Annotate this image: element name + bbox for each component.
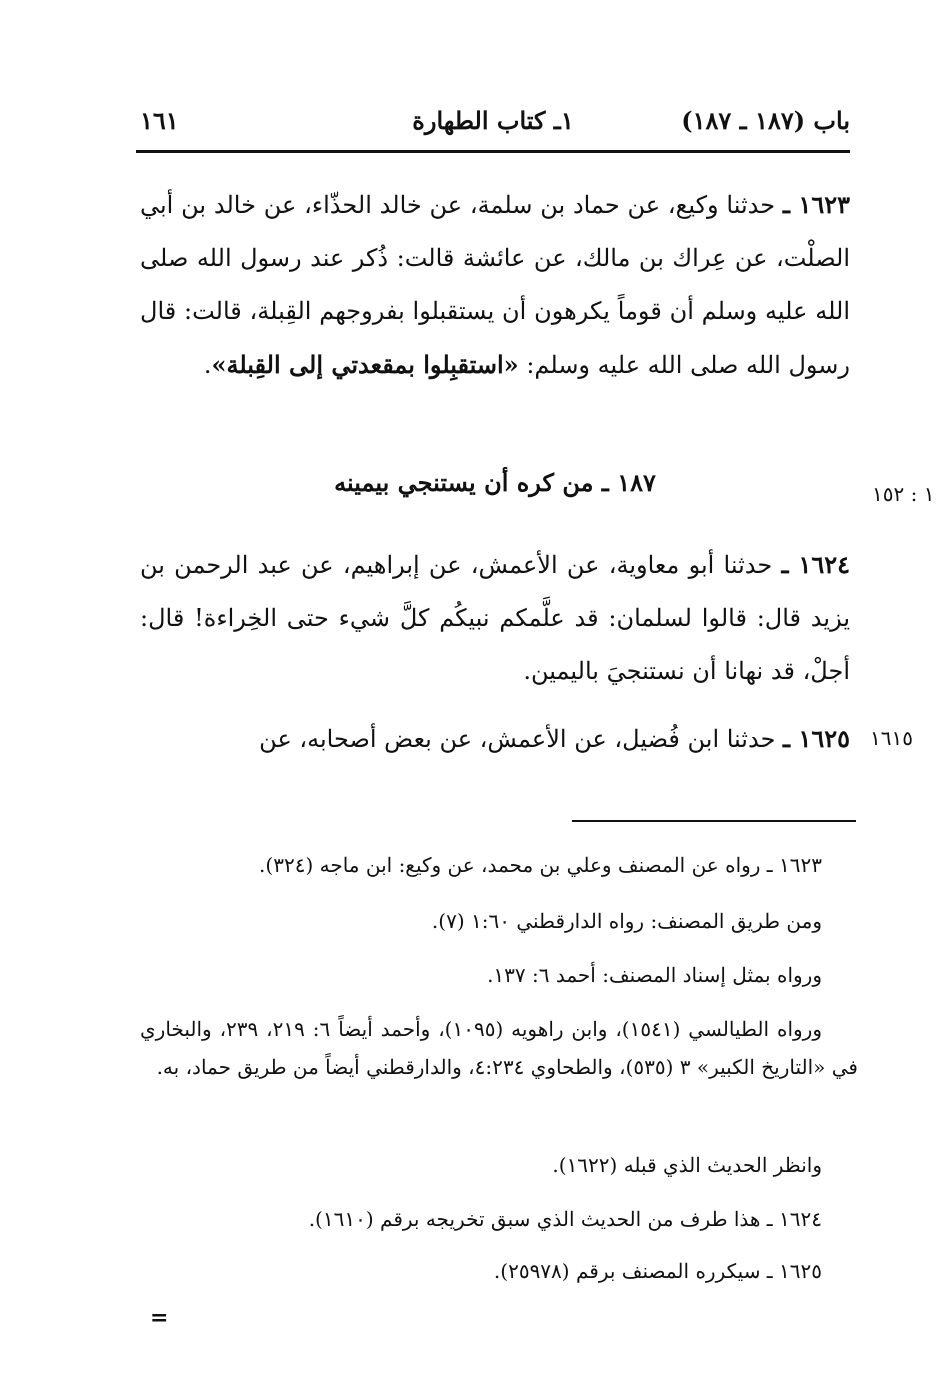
page-header [136, 100, 850, 150]
footnote-line: ومن طريق المصنف: رواه الدارقطني ١:٦٠ (٧). [431, 909, 822, 933]
book-title: ١ـ كتاب الطهارة [412, 106, 574, 135]
footnote-rule [572, 820, 856, 822]
section-title: ١٨٧ ـ من كره أن يستنجي بيمينه [334, 468, 656, 497]
hadith-1623 [140, 178, 850, 392]
continuation-mark: = [150, 1305, 169, 1331]
margin-reference: ١٦١٥ [870, 726, 913, 750]
hadith-1625 [140, 712, 850, 766]
footnote-line: ورواه بمثل إسناد المصنف: أحمد ٦: ١٣٧. [487, 963, 822, 987]
hadith-number: ١٦٢٣ ـ [782, 190, 851, 219]
footnote-1623: ١٦٢٣ ـ رواه عن المصنف وعلي بن محمد، عن وكيع: ابن ماجه (٣٢٤). [259, 853, 822, 877]
hadith-number: ١٦٢٤ ـ [781, 550, 851, 579]
margin-reference: ١ : ١٥٢ [872, 482, 935, 506]
chapter-range: باب (١٨٧ ـ ١٨٧) [681, 106, 850, 135]
header-rule [136, 150, 850, 153]
footnote-paragraph: ورواه الطيالسي (١٥٤١)، وابن راهويه (١٠٩٥)، وأحمد أيضاً ٦: ٢١٩، ٢٣٩، والبخاري في «التاريخ الكبير» ٣ (٥٣٥)، والطحاوي ٤:٢٣٤، والدارقطني أيضاً من طريق حماد، به. [140, 1017, 858, 1079]
footnote-1624: ١٦٢٤ ـ هذا طرف من الحديث الذي سبق تخريجه برقم (١٦١٠). [308, 1207, 822, 1231]
footnote-1625: ١٦٢٥ ـ سيكرره المصنف برقم (٢٥٩٧٨). [493, 1259, 822, 1283]
hadith-text: حدثنا وكيع، عن حماد بن سلمة، عن خالد الحذّاء، عن خالد بن أبي الصلْت، عن عِراك بن مالك، عن عائشة قالت: ذُكر عند رسول الله صلى الله عليه وسلم أن قوماً يكرهون أن يستقبلوا بفروجهم القِبلة، قالت: قال رسول الله صلى الله عليه وسلم: [140, 191, 850, 379]
footnote-line: وانظر الحديث الذي قبله (١٦٢٢). [552, 1153, 822, 1177]
hadith-text: حدثنا أبو معاوية، عن الأعمش، عن إبراهيم، عن عبد الرحمن بن يزيد قال: قالوا لسلمان: قد علَّمكم نبيكُم كلَّ شيء حتى الخِراءة! قال: أجلْ، قد نهانا أن نستنجيَ باليمين. [140, 551, 850, 685]
hadith-number: ١٦٢٥ ـ [783, 724, 850, 753]
page-number: ١٦١ [140, 106, 179, 135]
hadith-quote: «استقبِلوا بمقعدتي إلى القِبلة» [211, 350, 519, 379]
hadith-end: . [203, 351, 212, 379]
hadith-text: حدثنا ابن فُضيل، عن الأعمش، عن بعض أصحابه، عن [259, 725, 784, 753]
hadith-1624 [140, 538, 850, 698]
